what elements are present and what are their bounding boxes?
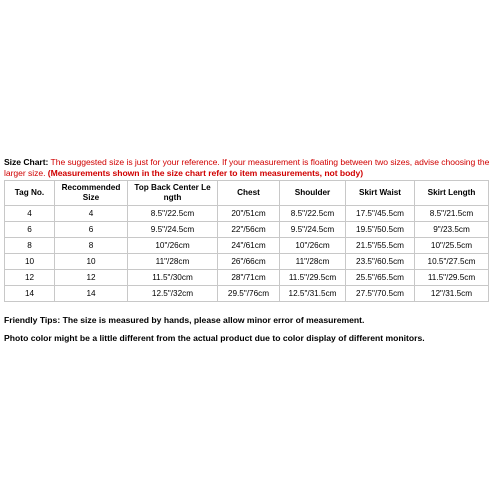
cell-recommended-size: 4 bbox=[55, 206, 128, 222]
cell-shoulder: 12.5"/31.5cm bbox=[280, 286, 346, 302]
cell-recommended-size: 6 bbox=[55, 222, 128, 238]
cell-skirt-waist: 17.5"/45.5cm bbox=[346, 206, 415, 222]
cell-top-back-length: 11"/28cm bbox=[128, 254, 218, 270]
cell-skirt-waist: 21.5"/55.5cm bbox=[346, 238, 415, 254]
friendly-tips: Friendly Tips: The size is measured by hands, please allow minor error of measurement. bbox=[4, 315, 365, 325]
table-row bbox=[5, 270, 489, 286]
table-row bbox=[5, 238, 489, 254]
size-advice-text: The suggested size is just for your reference. If your measurement is floating between two sizes, advise choosing the larger size. bbox=[4, 157, 490, 178]
table-row bbox=[5, 222, 489, 238]
cell-tag-no: 14 bbox=[5, 286, 55, 302]
cell-chest: 22"/56cm bbox=[218, 222, 280, 238]
cell-chest: 29.5"/76cm bbox=[218, 286, 280, 302]
measurement-note: (Measurements shown in the size chart refer to item measurements, not body) bbox=[47, 167, 364, 178]
cell-skirt-length: 12"/31.5cm bbox=[415, 286, 489, 302]
table-row bbox=[5, 254, 489, 270]
cell-chest: 28"/71cm bbox=[218, 270, 280, 286]
cell-skirt-waist: 19.5"/50.5cm bbox=[346, 222, 415, 238]
cell-chest: 26"/66cm bbox=[218, 254, 280, 270]
cell-skirt-length: 10.5"/27.5cm bbox=[415, 254, 489, 270]
cell-shoulder: 8.5"/22.5cm bbox=[280, 206, 346, 222]
cell-shoulder: 11"/28cm bbox=[280, 254, 346, 270]
header-shoulder: Shoulder bbox=[280, 181, 346, 206]
cell-shoulder: 11.5"/29.5cm bbox=[280, 270, 346, 286]
size-chart-label: Size Chart: bbox=[4, 157, 49, 167]
cell-skirt-length: 8.5"/21.5cm bbox=[415, 206, 489, 222]
cell-top-back-length: 9.5"/24.5cm bbox=[128, 222, 218, 238]
photo-color-note: Photo color might be a little different from the actual product due to color display of different monitors. bbox=[4, 333, 425, 343]
cell-shoulder: 10"/26cm bbox=[280, 238, 346, 254]
size-table bbox=[4, 180, 489, 302]
table-row bbox=[5, 286, 489, 302]
table-header-row bbox=[5, 181, 489, 206]
cell-shoulder: 9.5"/24.5cm bbox=[280, 222, 346, 238]
cell-chest: 20"/51cm bbox=[218, 206, 280, 222]
cell-top-back-length: 12.5"/32cm bbox=[128, 286, 218, 302]
cell-skirt-length: 11.5"/29.5cm bbox=[415, 270, 489, 286]
cell-recommended-size: 10 bbox=[55, 254, 128, 270]
header-chest: Chest bbox=[218, 181, 280, 206]
header-recommended-size: Recommended Size bbox=[55, 181, 128, 206]
cell-tag-no: 10 bbox=[5, 254, 55, 270]
cell-top-back-length: 10"/26cm bbox=[128, 238, 218, 254]
cell-tag-no: 4 bbox=[5, 206, 55, 222]
cell-tag-no: 6 bbox=[5, 222, 55, 238]
header-skirt-waist: Skirt Waist bbox=[346, 181, 415, 206]
cell-recommended-size: 12 bbox=[55, 270, 128, 286]
cell-tag-no: 12 bbox=[5, 270, 55, 286]
cell-skirt-waist: 27.5"/70.5cm bbox=[346, 286, 415, 302]
cell-skirt-waist: 25.5"/65.5cm bbox=[346, 270, 415, 286]
cell-top-back-length: 8.5"/22.5cm bbox=[128, 206, 218, 222]
cell-recommended-size: 8 bbox=[55, 238, 128, 254]
cell-top-back-length: 11.5"/30cm bbox=[128, 270, 218, 286]
cell-skirt-length: 9"/23.5cm bbox=[415, 222, 489, 238]
cell-tag-no: 8 bbox=[5, 238, 55, 254]
header-top-back-center-length: Top Back Center Le ngth bbox=[128, 181, 218, 206]
size-chart-intro bbox=[4, 157, 496, 178]
cell-chest: 24"/61cm bbox=[218, 238, 280, 254]
header-tag-no: Tag No. bbox=[5, 181, 55, 206]
cell-skirt-length: 10"/25.5cm bbox=[415, 238, 489, 254]
header-skirt-length: Skirt Length bbox=[415, 181, 489, 206]
table-row bbox=[5, 206, 489, 222]
cell-recommended-size: 14 bbox=[55, 286, 128, 302]
cell-skirt-waist: 23.5"/60.5cm bbox=[346, 254, 415, 270]
